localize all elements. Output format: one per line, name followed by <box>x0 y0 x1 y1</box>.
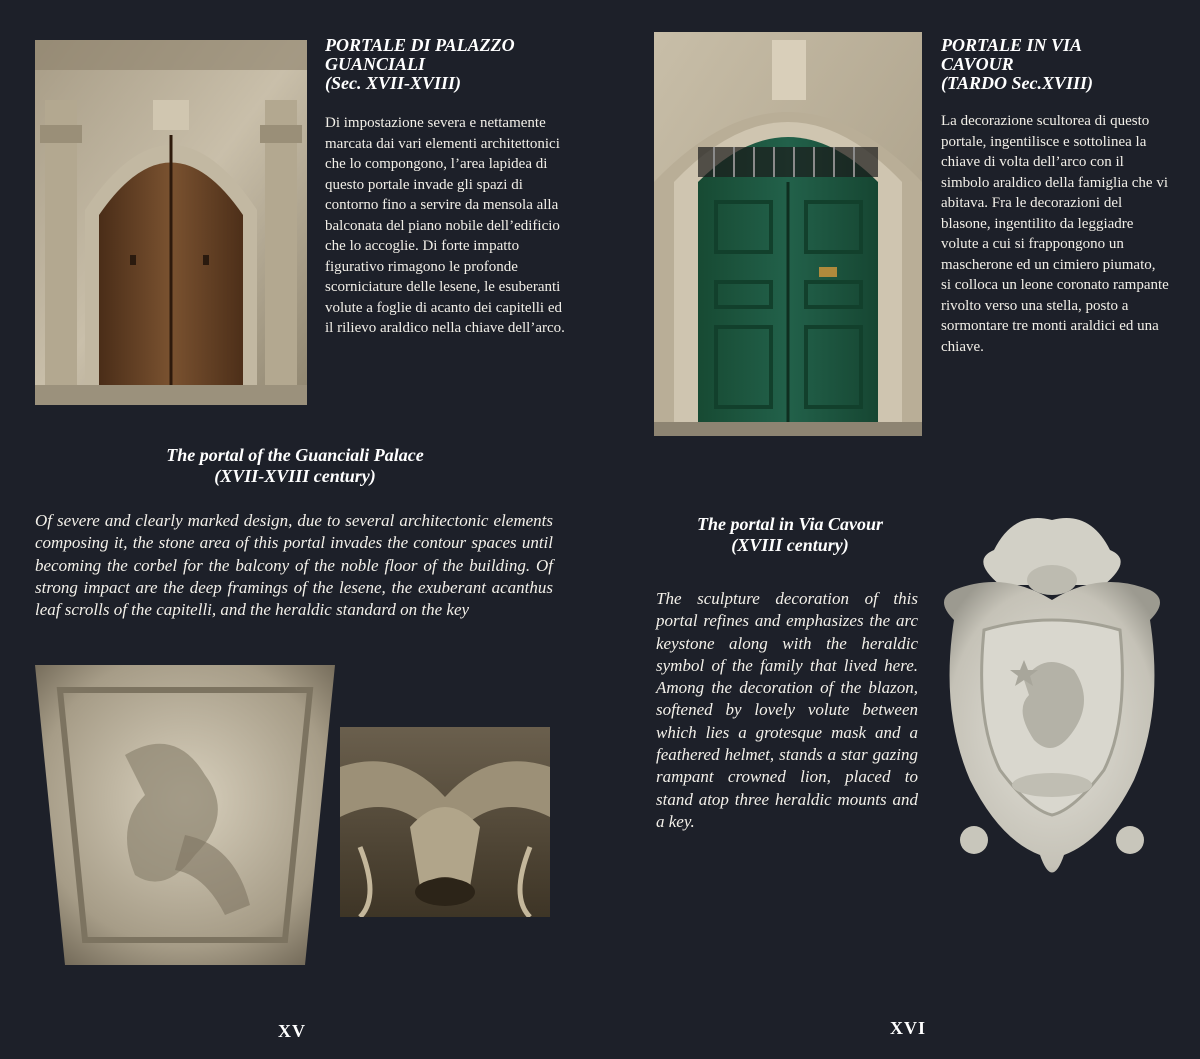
right-english-heading <box>650 514 930 556</box>
keystone-lion-photo <box>35 665 335 965</box>
right-italian-text: La decorazione scultorea di questo portale, ingentilisce e sottolinea la chiave di volta dell’arco con il simbolo araldico della famiglia che vi abitava. Fra le decorazioni del blasone, ingentilito da leggiadre volute a cui si frappongono un mascherone ed un cimiero piumato, si colloca un leone coronato rampante rivolto verso una stella, posto a sormontare tre monti araldici ed una chiave. <box>941 113 1169 355</box>
left-title-line-2: GUANCIALI <box>325 54 426 74</box>
right-title <box>941 36 1093 93</box>
guanciali-portal-photo <box>35 40 307 405</box>
left-english-heading-line-1: The portal of the Guanciali Palace <box>166 445 424 465</box>
right-english-text: The sculpture decoration of this portal refines and emphasizes the arc keystone along with the heraldic symbol of the family that lived here. Among the decoration of the blazon, softened by lovely volute between which lies a grotesque mask and a feathered helmet, stands a star gazing rampant crowned lion, placed to stand atop three heraldic mounts and a key. <box>656 589 918 831</box>
left-english-heading-line-2: (XVII-XVIII century) <box>214 466 376 486</box>
left-title <box>325 36 515 93</box>
right-title-line-2: CAVOUR <box>941 54 1014 74</box>
coat-of-arms-photo <box>934 510 1170 895</box>
left-english-text: Of severe and clearly marked design, due to several architectonic elements composing it, the stone area of this portal invades the contour spaces until becoming the corbel for the balcony of the noble floor of the building. Of strong impact are the deep framings of the lesene, the exuberant acanthus leaf scrolls of the capitelli, and the heraldic standard on the key <box>35 511 553 620</box>
via-cavour-portal-photo <box>654 32 922 436</box>
right-english-heading-line-1: The portal in Via Cavour <box>696 514 884 534</box>
right-page-number: XVI <box>890 1018 927 1038</box>
right-title-line-1: PORTALE IN VIA <box>941 35 1083 55</box>
left-title-line-1: PORTALE DI PALAZZO <box>325 35 515 55</box>
left-title-line-3: (Sec. XVII-XVIII) <box>325 73 462 93</box>
right-page <box>600 0 1200 1059</box>
left-english-heading <box>120 445 470 487</box>
left-italian-text: Di impostazione severa e nettamente marcata dai vari elementi architettonici che lo compongono, l’area lapidea di questo portale invade gli spazi di contorno fino a servire da mensola alla balconata del piano nobile dell’edificio che lo accoglie. Di forte impatto figurativo rimagono le profonde scorniciature delle lesene, le esuberanti volute a foglie di acanto dei capitelli ed il rilievo araldico nella chiave dell’arco. <box>325 115 565 336</box>
left-page-number: XV <box>278 1021 306 1041</box>
acanthus-capital-photo <box>340 727 550 917</box>
right-title-line-3: (TARDO Sec.XVIII) <box>941 73 1094 93</box>
right-english-heading-line-2: (XVIII century) <box>731 535 849 555</box>
